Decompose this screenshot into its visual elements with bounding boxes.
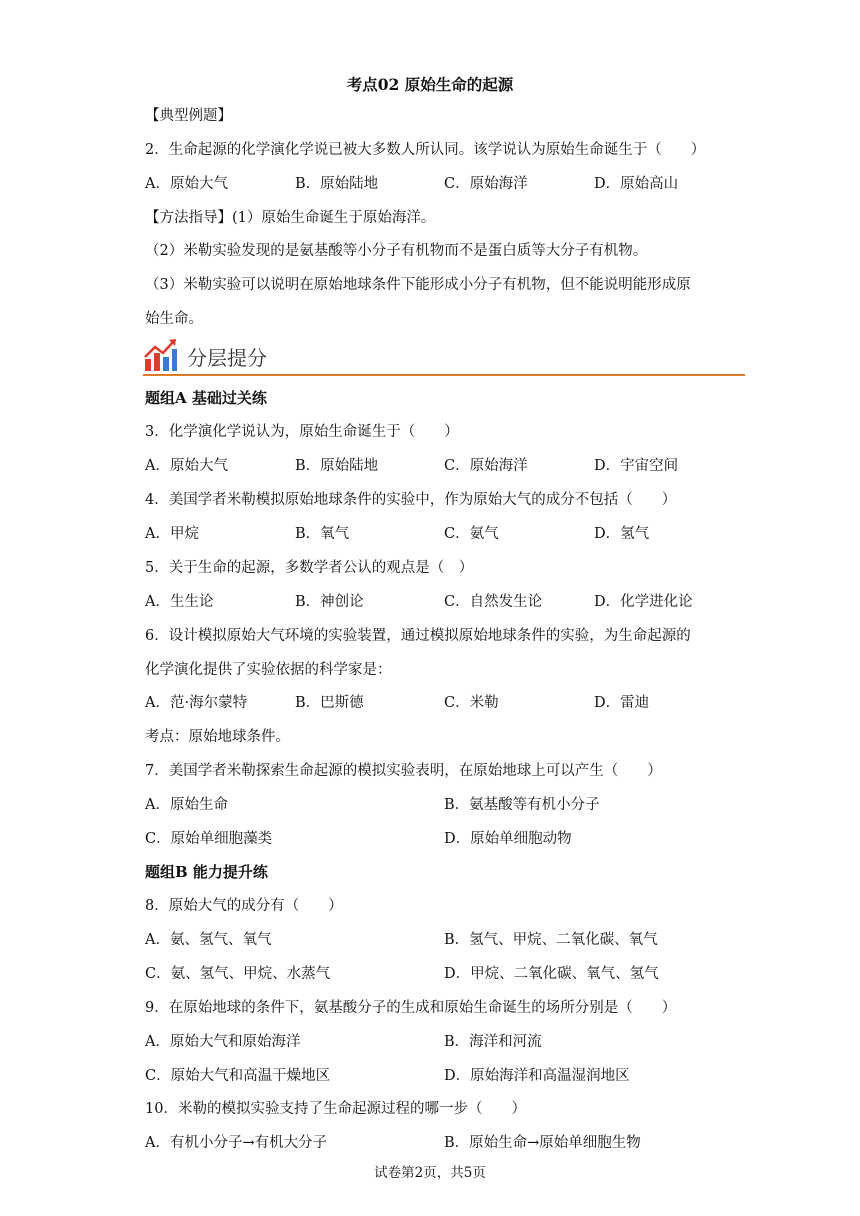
question-6-note: 考点：原始地球条件。: [145, 729, 290, 745]
question-2-stem: 2．生命起源的化学演化学说已被大多数人所认同。该学说认为原始生命诞生于（ ）: [145, 142, 706, 158]
question-5-stem: 5．关于生命的起源，多数学者公认的观点是（ ）: [145, 560, 474, 576]
q5-option-c: C．自然发生论: [444, 594, 543, 610]
q7-option-d: D．原始单细胞动物: [444, 831, 572, 847]
q7-option-a: A．原始生命: [145, 797, 228, 813]
method-guide-3: （3）米勒实验可以说明在原始地球条件下能形成小分子有机物，但不能说明能形成原: [145, 277, 691, 293]
q2-option-c: C．原始海洋: [444, 176, 528, 192]
q8-option-c: C．氨、氢气、甲烷、水蒸气: [145, 966, 331, 982]
q6-option-b: B．巴斯德: [295, 695, 364, 711]
q6-option-d: D．雷迪: [594, 695, 650, 711]
page-title: 考点02 原始生命的起源: [346, 75, 514, 94]
question-8-stem: 8．原始大气的成分有（ ）: [145, 898, 343, 914]
section-banner: [143, 335, 745, 379]
q4-option-d: D．氢气: [594, 526, 650, 542]
question-9-stem: 9．在原始地球的条件下，氨基酸分子的生成和原始生命诞生的场所分别是（ ）: [145, 1000, 677, 1016]
q4-option-c: C．氨气: [444, 526, 499, 542]
q3-option-c: C．原始海洋: [444, 458, 528, 474]
method-guide-4: 始生命。: [145, 311, 203, 327]
q2-option-b: B．原始陆地: [295, 176, 379, 192]
question-7-stem: 7．美国学者米勒探索生命起源的模拟实验表明，在原始地球上可以产生（ ）: [145, 763, 662, 779]
question-6-stem-2: 化学演化提供了实验依据的科学家是：: [145, 662, 392, 678]
q6-option-c: C．米勒: [444, 695, 499, 711]
q10-option-a: A．有机小分子→有机大分子: [145, 1135, 328, 1151]
q3-option-d: D．宇宙空间: [594, 458, 679, 474]
question-3-stem: 3．化学演化学说认为，原始生命诞生于（ ）: [145, 424, 459, 440]
question-10-stem: 10．米勒的模拟实验支持了生命起源过程的哪一步（ ）: [145, 1101, 526, 1117]
question-4-stem: 4．美国学者米勒模拟原始地球条件的实验中，作为原始大气的成分不包括（ ）: [145, 492, 677, 508]
page-footer: 试卷第2页，共5页: [374, 1165, 486, 1181]
q5-option-a: A．生生论: [145, 594, 214, 610]
q8-option-a: A．氨、氢气、氧气: [145, 932, 272, 948]
q7-option-b: B．氨基酸等有机小分子: [444, 797, 600, 813]
q7-option-c: C．原始单细胞藻类: [145, 831, 273, 847]
q9-option-b: B．海洋和河流: [444, 1034, 542, 1050]
bar-chart-arrow-icon: [143, 337, 179, 373]
q9-option-c: C．原始大气和高温干燥地区: [145, 1068, 331, 1084]
group-a-heading: 题组A 基础过关练: [145, 389, 267, 407]
q8-option-b: B．氢气、甲烷、二氧化碳、氧气: [444, 932, 658, 948]
q4-option-a: A．甲烷: [145, 526, 199, 542]
q3-option-b: B．原始陆地: [295, 458, 379, 474]
q2-option-a: A．原始大气: [145, 176, 228, 192]
method-guide-2: （2）米勒实验发现的是氨基酸等小分子有机物而不是蛋白质等大分子有机物。: [145, 243, 648, 259]
q9-option-d: D．原始海洋和高温湿润地区: [444, 1068, 630, 1084]
q5-option-b: B．神创论: [295, 594, 364, 610]
q9-option-a: A．原始大气和原始海洋: [145, 1034, 301, 1050]
banner-title: 分层提分: [187, 346, 267, 370]
q6-option-a: A．范·海尔蒙特: [145, 695, 248, 711]
group-b-heading: 题组B 能力提升练: [145, 863, 268, 881]
q10-option-b: B．原始生命→原始单细胞生物: [444, 1135, 641, 1151]
q3-option-a: A．原始大气: [145, 458, 228, 474]
banner-underline: [143, 374, 745, 376]
q2-option-d: D．原始高山: [594, 176, 679, 192]
question-6-stem-1: 6．设计模拟原始大气环境的实验装置，通过模拟原始地球条件的实验，为生命起源的: [145, 628, 691, 644]
method-guide-1: 【方法指导】(1）原始生命诞生于原始海洋。: [145, 210, 436, 226]
q5-option-d: D．化学进化论: [594, 594, 693, 610]
typical-example-header: 【典型例题】: [145, 108, 232, 124]
q8-option-d: D．甲烷、二氧化碳、氧气、氢气: [444, 966, 659, 982]
q4-option-b: B．氧气: [295, 526, 350, 542]
